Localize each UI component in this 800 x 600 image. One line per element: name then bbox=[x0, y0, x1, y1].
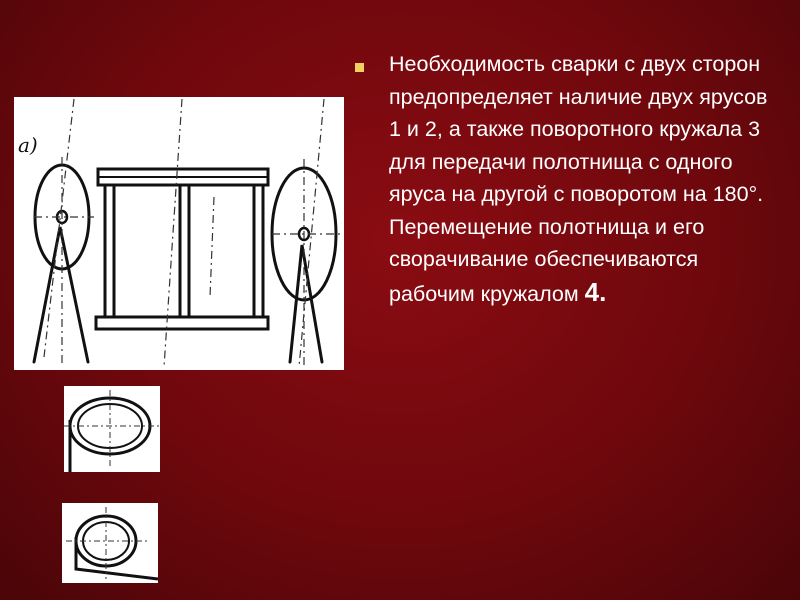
oval-drum-drawing bbox=[64, 386, 160, 472]
bullet-text bbox=[355, 48, 775, 310]
bullet-square-icon bbox=[355, 63, 364, 72]
conveyor-drawing bbox=[14, 97, 344, 370]
figure-label: a) bbox=[18, 133, 38, 157]
bullet-body: Необходимость сварки с двух сторон предопределяет наличие двух ярусов 1 и 2, а также поворотного кружала 3 для передачи полотнища с одного яруса на другой с поворотом на 180°. Перемещение полотнища и его сворачивание обеспечиваются рабочим кружалом bbox=[389, 52, 768, 306]
round-drum-drawing bbox=[62, 503, 158, 583]
bullet-paragraph bbox=[355, 48, 775, 310]
bullet-number: 4. bbox=[584, 276, 607, 307]
